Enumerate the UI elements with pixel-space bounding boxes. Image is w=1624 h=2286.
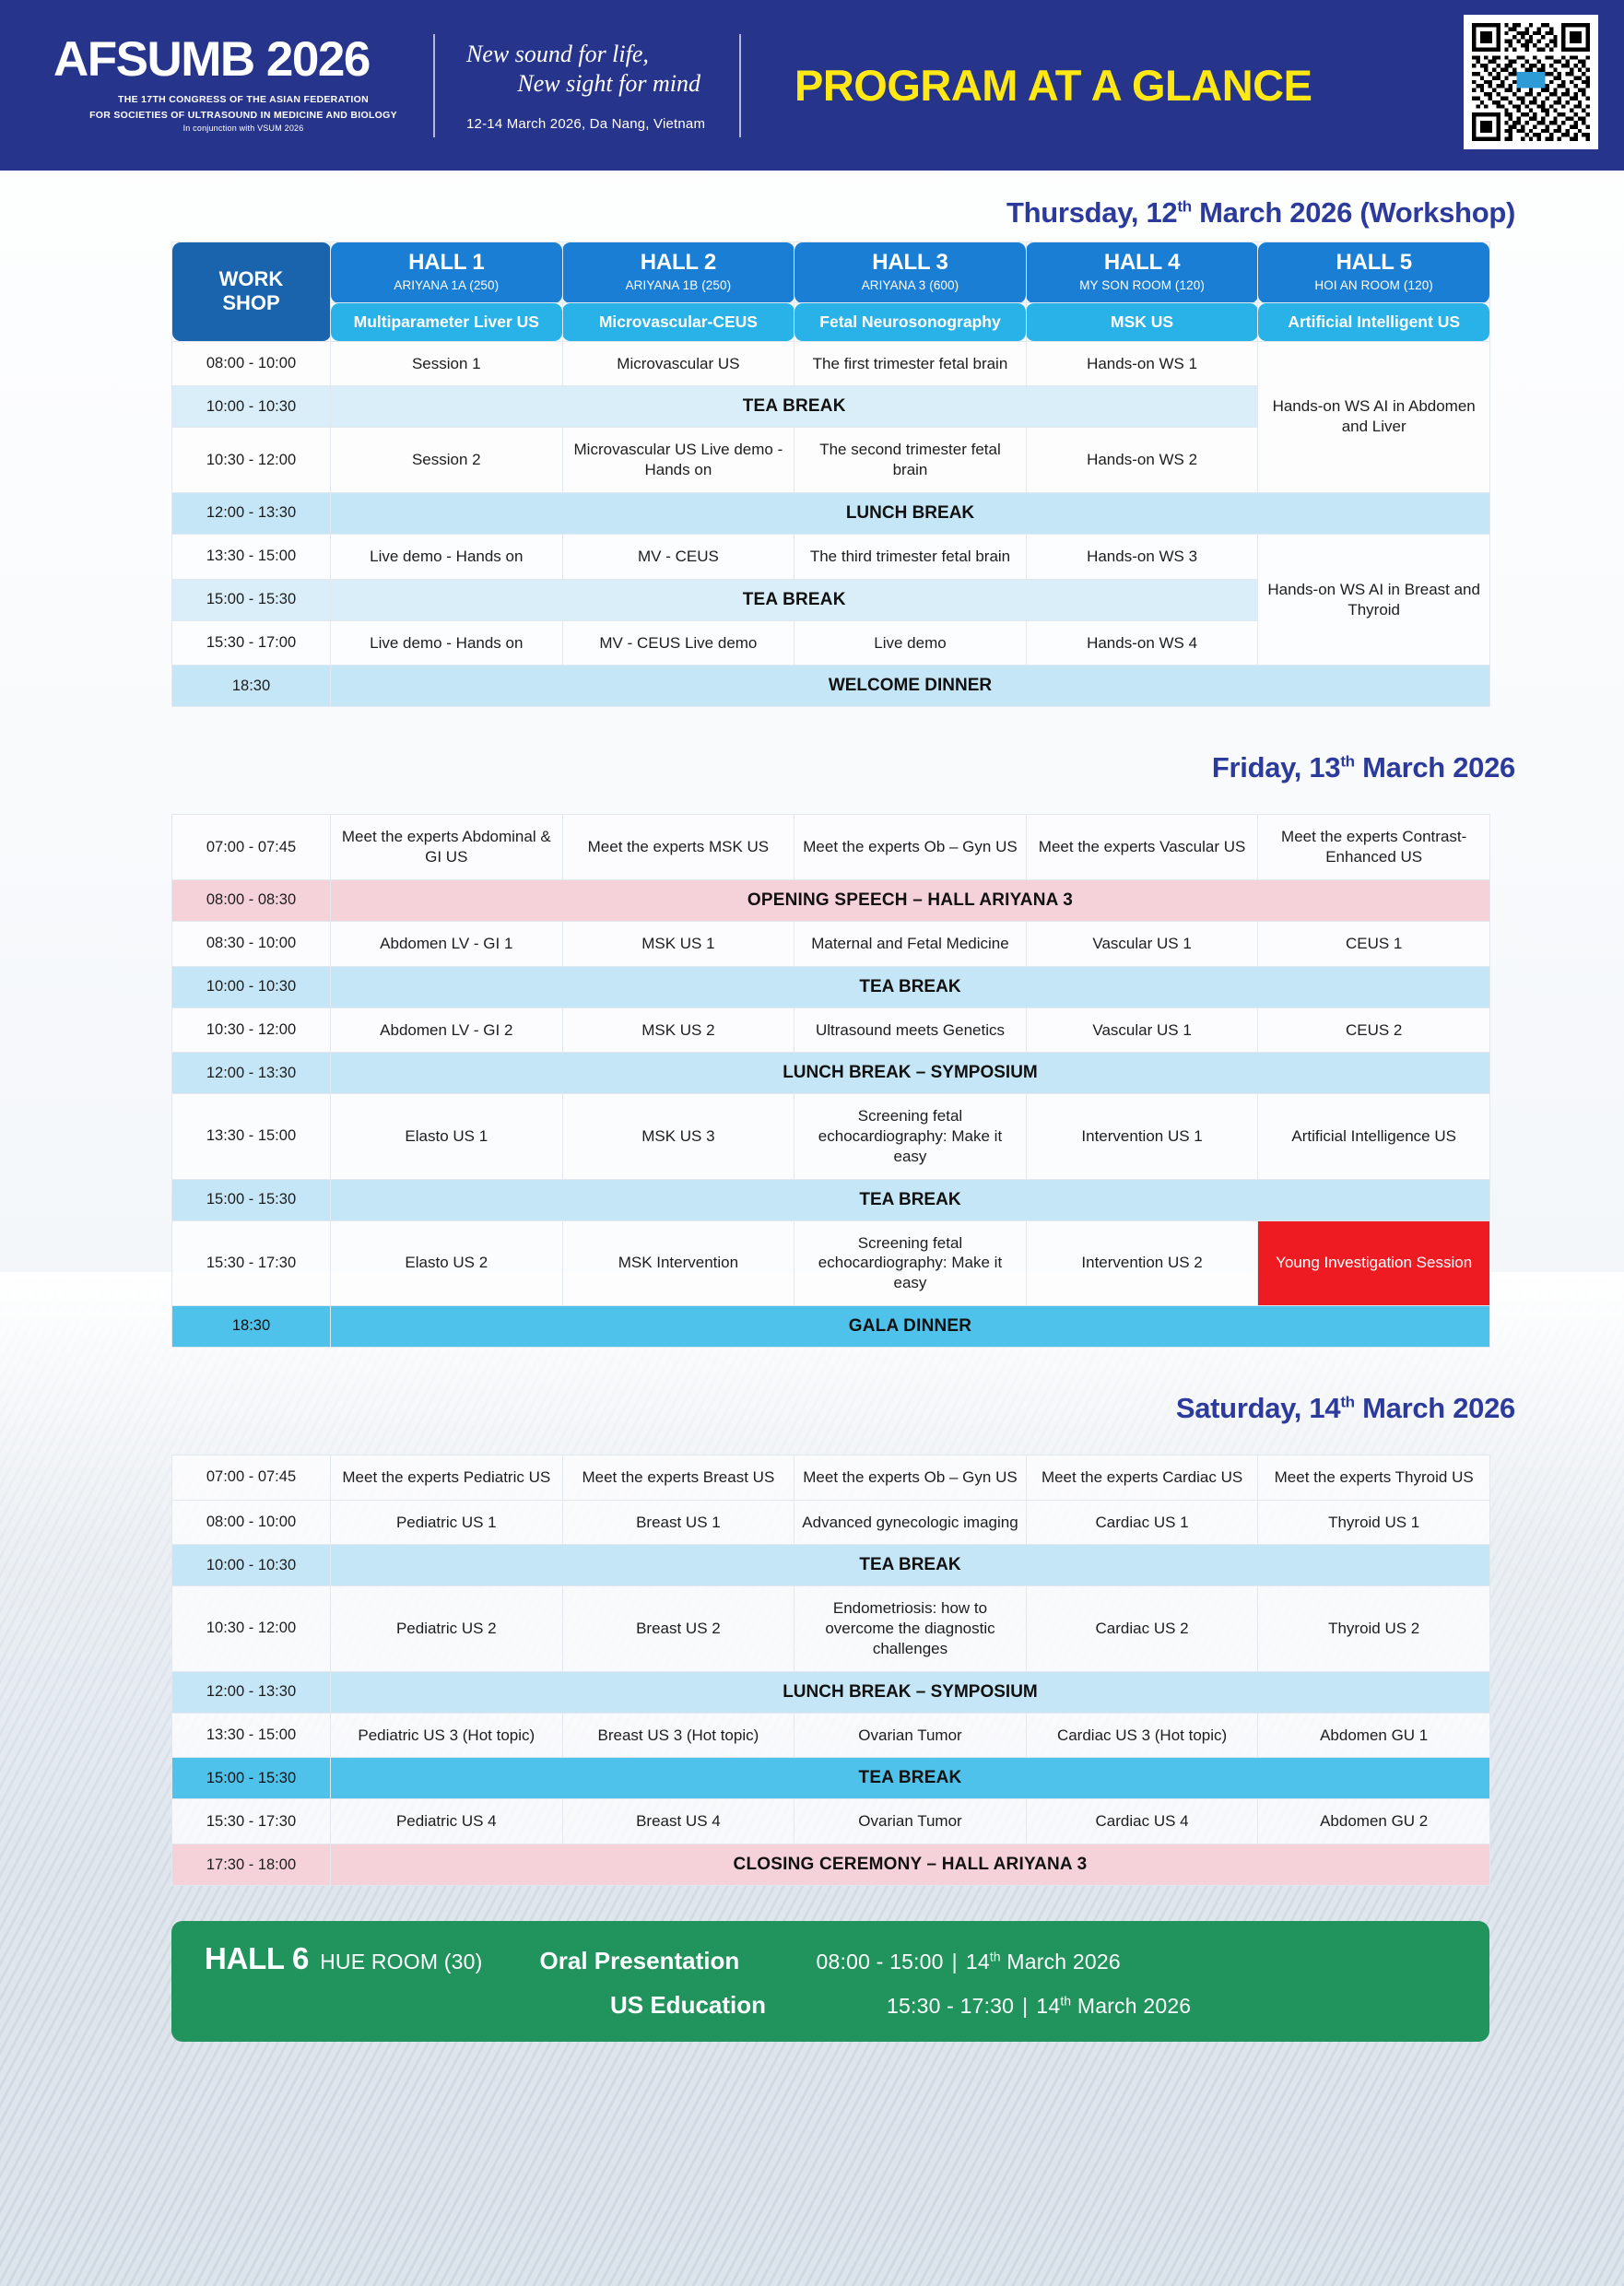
hall6-time-education <box>887 1994 1191 2019</box>
row-time: 15:00 - 15:30 <box>172 1179 331 1220</box>
hall6-date-oral-day: 14 <box>965 1950 990 1974</box>
session-cell[interactable]: MV - CEUS <box>562 534 794 579</box>
hall-room-2: ARIYANA 1B (250) <box>625 278 732 293</box>
row-time: 10:30 - 12:00 <box>172 428 331 493</box>
table-row-break <box>172 1305 1490 1347</box>
tagline-line-2: New sight for mind <box>517 70 700 97</box>
tagline-block <box>435 40 739 132</box>
workshop-label-line1: WORK <box>218 267 284 291</box>
session-cell[interactable]: Cardiac US 3 (Hot topic) <box>1026 1713 1258 1758</box>
session-cell[interactable]: Session 1 <box>331 341 563 386</box>
session-cell[interactable]: Vascular US 1 <box>1026 921 1258 966</box>
session-cell[interactable]: Elasto US 1 <box>331 1094 563 1179</box>
row-time: 15:00 - 15:30 <box>172 1758 331 1799</box>
brand-block <box>0 32 433 135</box>
hall6-label-education: US Education <box>610 1991 767 2020</box>
break-label: GALA DINNER <box>331 1305 1490 1347</box>
break-label: TEA BREAK <box>331 386 1258 428</box>
row-time: 13:30 - 15:00 <box>172 1094 331 1179</box>
hall-header-4[interactable] <box>1026 242 1258 303</box>
hall-header-3[interactable] <box>794 242 1027 303</box>
break-label: TEA BREAK <box>331 966 1490 1007</box>
session-cell[interactable]: Pediatric US 2 <box>331 1586 563 1671</box>
hall6-time-oral-range: 08:00 - 15:00 <box>816 1950 944 1974</box>
session-cell[interactable]: The third trimester fetal brain <box>794 534 1027 579</box>
session-cell[interactable]: Pediatric US 4 <box>331 1799 563 1844</box>
session-cell-highlight[interactable]: Young Investigation Session <box>1258 1220 1490 1305</box>
day-heading-thursday <box>0 196 1624 230</box>
row-time: 10:30 - 12:00 <box>172 1586 331 1671</box>
table-row-break <box>172 1179 1490 1220</box>
table-row <box>172 1586 1490 1671</box>
day-heading-thursday-ord: th <box>1177 197 1192 216</box>
session-cell[interactable]: Hands-on WS 2 <box>1026 428 1258 493</box>
hall6-time-oral <box>817 1950 1121 1974</box>
day-heading-thursday-rest: March 2026 (Workshop) <box>1191 196 1515 229</box>
session-cell[interactable]: Ovarian Tumor <box>794 1713 1027 1758</box>
day-heading-friday-ord: th <box>1340 753 1355 771</box>
day-heading-saturday-ord: th <box>1340 1393 1355 1411</box>
row-time: 07:00 - 07:45 <box>172 815 331 880</box>
tagline-line-1: New sound for life, <box>466 40 649 67</box>
session-cell[interactable]: Breast US 1 <box>562 1500 794 1545</box>
session-cell[interactable]: Meet the experts Contrast-Enhanced US <box>1258 815 1490 880</box>
session-cell[interactable]: MSK Intervention <box>562 1220 794 1305</box>
session-cell[interactable]: Microvascular US <box>562 341 794 386</box>
table-row <box>172 1713 1490 1758</box>
session-cell[interactable]: CEUS 2 <box>1258 1007 1490 1053</box>
brand-title: AFSUMB 2026 <box>53 32 370 88</box>
session-cell[interactable]: Advanced gynecologic imaging <box>794 1500 1027 1545</box>
break-label: WELCOME DINNER <box>331 666 1490 707</box>
session-cell[interactable]: Meet the experts Breast US <box>562 1455 794 1500</box>
hall-room-1: ARIYANA 1A (250) <box>394 278 500 293</box>
table-row <box>172 921 1490 966</box>
row-time: 12:00 - 13:30 <box>172 1053 331 1094</box>
hall6-date-education-ord: th <box>1060 1994 1072 2009</box>
session-cell[interactable]: Breast US 4 <box>562 1799 794 1844</box>
brand-subtitle-line1: THE 17TH CONGRESS OF THE ASIAN FEDERATION <box>118 94 369 106</box>
day-heading-saturday-rest: March 2026 <box>1354 1391 1515 1424</box>
session-cell[interactable]: Abdomen GU 1 <box>1258 1713 1490 1758</box>
session-cell[interactable]: Hands-on WS 3 <box>1026 534 1258 579</box>
session-cell[interactable]: Vascular US 1 <box>1026 1007 1258 1053</box>
hall6-date-oral-ord: th <box>989 1950 1001 1964</box>
hall6-row-oral <box>205 1941 1489 1976</box>
session-cell[interactable]: Meet the experts MSK US <box>562 815 794 880</box>
session-cell[interactable]: MSK US 2 <box>562 1007 794 1053</box>
session-cell[interactable]: Thyroid US 2 <box>1258 1586 1490 1671</box>
session-cell[interactable]: Abdomen LV - GI 1 <box>331 921 563 966</box>
break-label: TEA BREAK <box>331 579 1258 620</box>
break-label: LUNCH BREAK <box>331 492 1490 534</box>
session-cell[interactable]: Maternal and Fetal Medicine <box>794 921 1027 966</box>
session-cell[interactable]: Pediatric US 1 <box>331 1500 563 1545</box>
row-time: 07:00 - 07:45 <box>172 1455 331 1500</box>
session-cell[interactable]: Intervention US 2 <box>1026 1220 1258 1305</box>
row-time: 08:00 - 10:00 <box>172 341 331 386</box>
schedule-table-friday <box>171 814 1490 1348</box>
session-cell[interactable]: Intervention US 1 <box>1026 1094 1258 1179</box>
session-cell[interactable]: Thyroid US 1 <box>1258 1500 1490 1545</box>
schedule-table-saturday <box>171 1455 1490 1886</box>
row-time: 10:00 - 10:30 <box>172 1545 331 1586</box>
hall6-sep-education: | <box>1022 1994 1029 2019</box>
session-cell[interactable]: Abdomen LV - GI 2 <box>331 1007 563 1053</box>
table-header-row-halls <box>172 242 1490 303</box>
row-time: 08:30 - 10:00 <box>172 921 331 966</box>
hall-topic-2: Microvascular-CEUS <box>562 303 794 341</box>
row-time: 08:00 - 08:30 <box>172 879 331 921</box>
hall-topic-3: Fetal Neurosonography <box>794 303 1027 341</box>
row-time: 12:00 - 13:30 <box>172 1671 331 1713</box>
session-cell[interactable]: MV - CEUS Live demo <box>562 620 794 666</box>
hall6-room: HUE ROOM (30) <box>320 1950 483 1974</box>
qr-code-container[interactable] <box>1464 15 1598 149</box>
hall6-date-education-rest: March 2026 <box>1071 1994 1192 2019</box>
day-heading-friday-rest: March 2026 <box>1354 751 1515 784</box>
hall-name-1: HALL 1 <box>408 250 485 275</box>
session-cell[interactable]: Endometriosis: how to overcome the diagnostic challenges <box>794 1586 1027 1671</box>
session-cell[interactable]: Live demo - Hands on <box>331 620 563 666</box>
hall6-sep-oral: | <box>951 1950 958 1974</box>
break-label: OPENING SPEECH – HALL ARIYANA 3 <box>331 879 1490 921</box>
table-row-break <box>172 1844 1490 1886</box>
row-time: 08:00 - 10:00 <box>172 1500 331 1545</box>
hall-name-3: HALL 3 <box>872 250 948 275</box>
table-row-break <box>172 1545 1490 1586</box>
table-row <box>172 1007 1490 1053</box>
table-header-row-topics <box>172 303 1490 341</box>
session-cell[interactable]: Artificial Intelligence US <box>1258 1094 1490 1179</box>
qr-code-icon <box>1472 23 1590 141</box>
day-heading-saturday <box>0 1392 1624 1425</box>
session-cell[interactable]: Meet the experts Ob – Gyn US <box>794 815 1027 880</box>
session-cell[interactable]: MSK US 1 <box>562 921 794 966</box>
session-cell[interactable]: Screening fetal echocardiography: Make it easy <box>794 1094 1027 1179</box>
table-row <box>172 815 1490 880</box>
session-cell[interactable]: Meet the experts Pediatric US <box>331 1455 563 1500</box>
session-cell[interactable]: The first trimester fetal brain <box>794 341 1027 386</box>
hall-topic-5: Artificial Intelligent US <box>1258 303 1490 341</box>
row-time: 13:30 - 15:00 <box>172 1713 331 1758</box>
session-cell[interactable]: Cardiac US 2 <box>1026 1586 1258 1671</box>
row-time: 12:00 - 13:30 <box>172 492 331 534</box>
hall6-row-education <box>205 1991 1489 2020</box>
table-row <box>172 1799 1490 1844</box>
table-row <box>172 1094 1490 1179</box>
row-time: 17:30 - 18:00 <box>172 1844 331 1886</box>
hall-header-2[interactable] <box>562 242 794 303</box>
row-time: 15:00 - 15:30 <box>172 579 331 620</box>
table-row-break <box>172 1053 1490 1094</box>
break-label: TEA BREAK <box>331 1179 1490 1220</box>
hall-header-5[interactable] <box>1258 242 1490 303</box>
hall-name-2: HALL 2 <box>640 250 717 275</box>
hall6-time-education-range: 15:30 - 17:30 <box>887 1994 1015 2019</box>
row-time: 10:00 - 10:30 <box>172 386 331 428</box>
session-cell[interactable]: Abdomen GU 2 <box>1258 1799 1490 1844</box>
session-cell[interactable]: Hands-on WS 4 <box>1026 620 1258 666</box>
table-row <box>172 534 1490 579</box>
session-cell[interactable]: Live demo <box>794 620 1027 666</box>
session-cell[interactable]: Session 2 <box>331 428 563 493</box>
hall6-title: HALL 6 <box>205 1941 310 1976</box>
brand-subtitle <box>53 92 433 135</box>
session-cell[interactable]: Ovarian Tumor <box>794 1799 1027 1844</box>
day-heading-friday <box>0 751 1624 784</box>
break-label: LUNCH BREAK – SYMPOSIUM <box>331 1671 1490 1713</box>
session-cell[interactable]: Microvascular US Live demo - Hands on <box>562 428 794 493</box>
session-cell[interactable]: Pediatric US 3 (Hot topic) <box>331 1713 563 1758</box>
hall-topic-1: Multiparameter Liver US <box>331 303 563 341</box>
row-time: 18:30 <box>172 666 331 707</box>
session-cell[interactable]: MSK US 3 <box>562 1094 794 1179</box>
row-time: 15:30 - 17:30 <box>172 1799 331 1844</box>
session-cell[interactable]: Meet the experts Thyroid US <box>1258 1455 1490 1500</box>
hall6-date-education-day: 14 <box>1036 1994 1061 2019</box>
session-cell[interactable]: Breast US 3 (Hot topic) <box>562 1713 794 1758</box>
hall5-merged-cell-bottom[interactable]: Hands-on WS AI in Breast and Thyroid <box>1258 534 1490 666</box>
page-header <box>0 0 1624 171</box>
row-time: 13:30 - 15:00 <box>172 534 331 579</box>
session-cell[interactable]: Meet the experts Ob – Gyn US <box>794 1455 1027 1500</box>
row-time: 10:30 - 12:00 <box>172 1007 331 1053</box>
session-cell[interactable]: Meet the experts Vascular US <box>1026 815 1258 880</box>
table-row-break <box>172 879 1490 921</box>
hall-name-4: HALL 4 <box>1103 250 1181 275</box>
day-heading-saturday-day: Saturday, 14 <box>1175 1391 1341 1424</box>
hall-room-4: MY SON ROOM (120) <box>1079 278 1205 293</box>
table-row <box>172 1220 1490 1305</box>
session-cell[interactable]: Cardiac US 4 <box>1026 1799 1258 1844</box>
session-cell[interactable]: Live demo - Hands on <box>331 534 563 579</box>
session-cell[interactable]: CEUS 1 <box>1258 921 1490 966</box>
break-label: TEA BREAK <box>331 1545 1490 1586</box>
hall-room-3: ARIYANA 3 (600) <box>861 278 959 293</box>
table-row <box>172 341 1490 386</box>
row-time: 18:30 <box>172 1305 331 1347</box>
workshop-label-line2: SHOP <box>222 291 280 315</box>
table-row-break <box>172 1758 1490 1799</box>
session-cell[interactable]: Meet the experts Abdominal & GI US <box>331 815 563 880</box>
break-label: CLOSING CEREMONY – HALL ARIYANA 3 <box>331 1844 1490 1886</box>
hall-topic-4: MSK US <box>1026 303 1258 341</box>
session-cell[interactable]: Breast US 2 <box>562 1586 794 1671</box>
table-row-break <box>172 1671 1490 1713</box>
table-row-break <box>172 966 1490 1007</box>
page-title: PROGRAM AT A GLANCE <box>794 61 1312 110</box>
session-cell[interactable]: Hands-on WS 1 <box>1026 341 1258 386</box>
table-row <box>172 1500 1490 1545</box>
row-time: 15:30 - 17:30 <box>172 1220 331 1305</box>
hall-room-5: HOI AN ROOM (120) <box>1314 278 1433 293</box>
session-cell[interactable]: Cardiac US 1 <box>1026 1500 1258 1545</box>
brand-subtitle-line3: In conjunction with VSUM 2026 <box>182 123 304 133</box>
table-row <box>172 1455 1490 1500</box>
brand-subtitle-line2: FOR SOCIETIES OF ULTRASOUND IN MEDICINE AND BIOLOGY <box>89 109 397 121</box>
day-heading-friday-day: Friday, 13 <box>1211 751 1341 784</box>
break-label: TEA BREAK <box>331 1758 1490 1799</box>
hall-name-5: HALL 5 <box>1336 250 1412 275</box>
session-cell[interactable]: Screening fetal echocardiography: Make it easy <box>794 1220 1027 1305</box>
tagline-date: 12-14 March 2026, Da Nang, Vietnam <box>466 115 706 132</box>
table-row-break <box>172 492 1490 534</box>
hall6-label-oral: Oral Presentation <box>539 1947 740 1975</box>
hall-header-1[interactable] <box>331 242 563 303</box>
session-cell[interactable]: The second trimester fetal brain <box>794 428 1027 493</box>
session-cell[interactable]: Elasto US 2 <box>331 1220 563 1305</box>
day-heading-thursday-day: Thursday, 12 <box>1006 196 1178 229</box>
session-cell[interactable]: Meet the experts Cardiac US <box>1026 1455 1258 1500</box>
hall6-panel <box>171 1921 1489 2042</box>
workshop-label-cell <box>172 242 331 342</box>
row-time: 15:30 - 17:00 <box>172 620 331 666</box>
table-row-break <box>172 666 1490 707</box>
hall6-date-oral-rest: March 2026 <box>1000 1950 1121 1974</box>
row-time: 10:00 - 10:30 <box>172 966 331 1007</box>
schedule-table-thursday <box>171 242 1490 707</box>
header-divider-2 <box>739 34 741 137</box>
session-cell[interactable]: Ultrasound meets Genetics <box>794 1007 1027 1053</box>
hall5-merged-cell-top[interactable]: Hands-on WS AI in Abdomen and Liver <box>1258 341 1490 492</box>
break-label: LUNCH BREAK – SYMPOSIUM <box>331 1053 1490 1094</box>
